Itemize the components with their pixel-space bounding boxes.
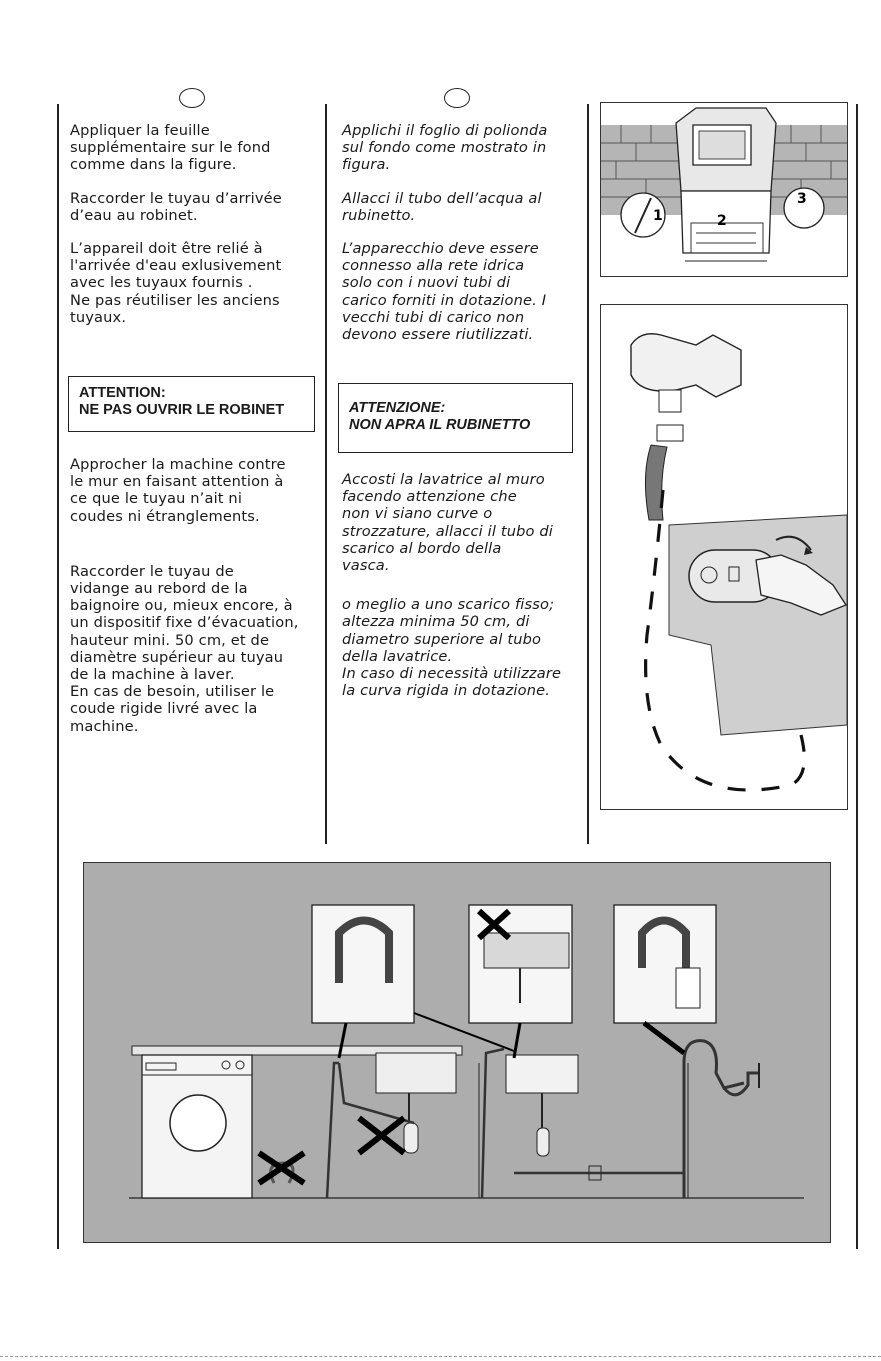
italian-paragraph-2: Allacci il tubo dell’acqua al rubinetto.: [342, 189, 542, 224]
italian-paragraph-4: Accosti la lavatrice al muro facendo attenzione che non vi siano curve o strozzature, allacci il tubo di scarico al bordo della vasca.: [342, 471, 554, 575]
column-divider-line-right: [587, 104, 589, 844]
machine-bottom-illustration: [601, 103, 847, 276]
column-divider-line: [325, 104, 327, 844]
french-paragraph-2: Raccorder le tuyau d’arrivée d’eau au robinet.: [70, 189, 282, 224]
tap-hose-illustration: [601, 305, 847, 809]
figure-label-3: 3: [797, 191, 807, 207]
italian-paragraph-5: o meglio a uno scarico fisso; altezza minima 50 cm, di diametro superiore al tubo della lavatrice. In caso di necessità utilizzare la curva rigida in dotazione.: [342, 596, 562, 700]
italian-column: [342, 122, 582, 359]
italian-paragraph-1: Applichi il foglio di polionda sul fondo come mostrato in figura.: [342, 122, 548, 174]
italian-paragraph-3: L’apparecchio deve essere connesso alla rete idrica solo con i nuovi tubi di carico forniti in dotazione. I vecchi tubi di carico non devono essere riutilizzati.: [342, 240, 547, 344]
italian-flag-circle: [444, 88, 470, 108]
machine-bottom-figure: [600, 102, 848, 277]
french-warning-box: ATTENTION: NE PAS OUVRIR LE ROBINET: [68, 376, 315, 432]
french-paragraph-5: Raccorder le tuyau de vidange au rebord de la baignoire ou, mieux encore, à un dispositif fixe d’évacuation, hauteur mini. 50 cm, et de diamètre supérieur au tuyau de la machine à laver. En cas de besoin, utiliser le coude rigide livré avec la machine.: [70, 562, 299, 735]
figure-label-1: 1: [653, 208, 663, 224]
french-column-lower: [70, 456, 320, 751]
french-paragraph-1: Appliquer la feuille supplémentaire sur le fond comme dans la figure.: [70, 122, 271, 174]
right-border-line: [856, 104, 858, 1249]
italian-warning-box: ATTENZIONE: NON APRA IL RUBINETTO: [338, 383, 573, 453]
italian-column-lower: [342, 471, 582, 715]
french-column: [70, 122, 320, 342]
left-border-line: [57, 104, 59, 1249]
french-paragraph-4: Approcher la machine contre le mur en faisant attention à ce que le tuyau n’ait ni coudes ni étranglements.: [70, 456, 286, 525]
drain-installation-figure: [83, 862, 831, 1243]
french-flag-circle: [179, 88, 205, 108]
french-paragraph-3: L’appareil doit être relié à l'arrivée d'eau exlusivement avec les tuyaux fournis . Ne pas réutiliser les anciens tuyaux.: [70, 240, 282, 326]
bottom-dashed-edge: [0, 1356, 881, 1357]
drain-installation-illustration: [84, 863, 830, 1242]
figure-label-2: 2: [717, 213, 727, 229]
tap-connection-figure: [600, 304, 848, 810]
